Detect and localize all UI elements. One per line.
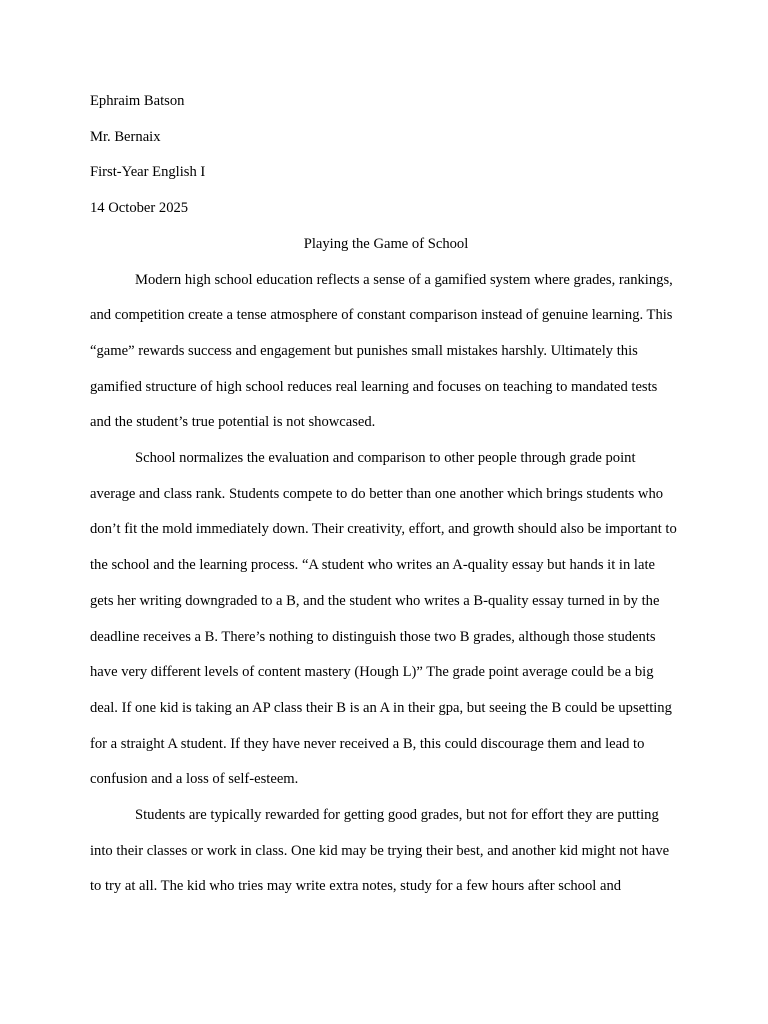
essay-title: Playing the Game of School [303, 235, 469, 252]
paragraph-2: School normalizes the evaluation and comparison to other people through grade point average and class rank. Students compete to do better than one another which brings students who don’t fit the mold immediately down. Their creativity, effort, and growth should also be important to the school and the learning process. “A student who writes an A-quality essay but hands it in late gets her writing downgraded to a B, and the student who writes a B-quality essay turned in by the deadline receives a B. There’s nothing to distinguish those two B grades, although those students have very different levels of content mastery (Hough L)” The grade point average could be a big deal. If one kid is taking an AP class their B is an A in their gpa, but seeing the B could be upsetting for a straight A student. If they have never received a B, this could discourage them and lead to confusion and a loss of self-esteem. [90, 450, 677, 788]
document-body [90, 84, 682, 905]
paragraph-1: Modern high school education reflects a sense of a gamified system where grades, rankings, and competition create a tense atmosphere of constant comparison instead of genuine learning. This “game” rewards success and engagement but punishes small mistakes harshly. Ultimately this gamified structure of high school reduces real learning and focuses on teaching to mandated tests and the student’s true potential is not showcased. [90, 271, 673, 431]
student-name: Ephraim Batson [90, 93, 185, 109]
paragraph-3: Students are typically rewarded for getting good grades, but not for effort they are putting into their classes or work in class. One kid may be trying their best, and another kid might not have to try at all. The kid who tries may write extra notes, study for a few hours after school and [90, 807, 670, 895]
essay-date: 14 October 2025 [90, 200, 189, 217]
course-name: First-Year English I [90, 164, 206, 181]
instructor-name: Mr. Bernaix [90, 128, 161, 145]
